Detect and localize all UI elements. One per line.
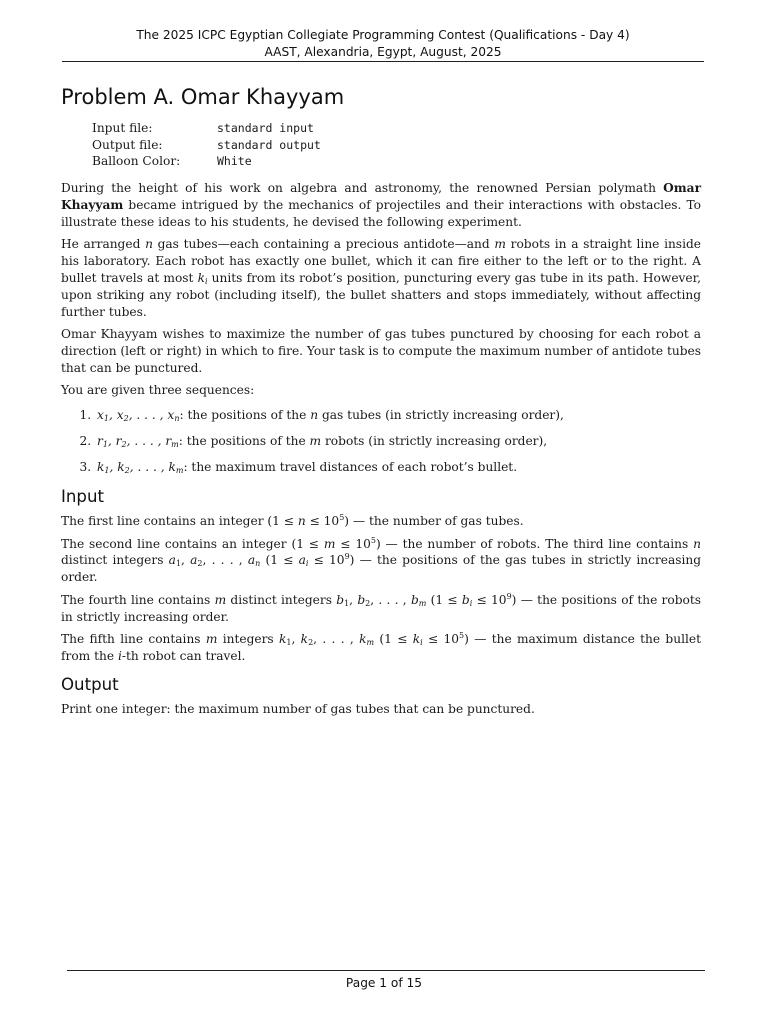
math-m-constraint: $(1 \le m \le 10^5)$ (291, 535, 381, 551)
input-file-label: Input file: (92, 121, 153, 136)
input-l4-text-c: — the maximum distance the bullet from the (61, 632, 701, 663)
balloon-color-value: White (217, 153, 252, 168)
list-item-1-text: : the positions of the (179, 408, 311, 423)
math-i: i (117, 648, 122, 663)
problem-title: Problem A. Omar Khayyam (61, 85, 345, 109)
output-file-label: Output file: (92, 137, 163, 152)
header-rule (62, 61, 704, 62)
math-m: m (494, 237, 506, 252)
header-contest-line: The 2025 ICPC Egyptian Collegiate Programming Contest (Qualifications - Day 4) (136, 28, 630, 42)
statement-paragraph-3: Omar Khayyam wishes to maximize the number of gas tubes punctured by choosing for each robot a direction (left or right) in which to fire. Your task is to compute the maximum number of antidote tubes that can be punctured. (61, 327, 701, 376)
statement-paragraph-2 (61, 236, 701, 321)
input-line-3 (61, 592, 701, 626)
input-l1-text: The first line contains an integer (61, 514, 268, 529)
input-line-1 (61, 513, 701, 530)
statement-paragraph-4: You are given three sequences: (61, 383, 255, 398)
input-l1-text-end: — the number of gas tubes. (349, 514, 524, 529)
p1-text: During the height of his work on algebra and astronomy, the renowned Persian polymath (61, 181, 664, 195)
list-item-2-text-end: robots (in strictly increasing order), (321, 434, 548, 449)
p2-text-d: units from its robot’s position, puncturing every gas tube in its path. However, upon striking any robot (including itself), the bullet shatters and stops immediately, without affecting further tubes. (61, 271, 701, 319)
math-a-seq: $a_1$, $a_2$, . . . , $a_n$ $(1 \le a_i \le 10^9)$ (168, 552, 355, 569)
header-location-line: AAST, Alexandria, Egypt, August, 2025 (264, 44, 502, 59)
input-l3-text-b: distinct integers (226, 592, 337, 607)
input-l2-text-d: — the positions of the gas tubes in strictly increasing order. (61, 553, 702, 585)
list-item (95, 433, 701, 450)
input-line-2 (61, 536, 701, 587)
problem-statement (61, 180, 701, 723)
input-l3-text-c: — the positions of the robots in strictly increasing order. (61, 592, 702, 624)
p2-text-c: robots in a straight line inside his laboratory. Each robot has exactly one bullet, which it can fire either to the left or to the right. A bullet travels at most (61, 237, 701, 286)
list-item (95, 459, 701, 476)
input-l4-text-a: The fifth line contains (61, 632, 206, 647)
input-heading: Input (61, 487, 104, 507)
list-item-3-text: : the maximum travel distances of each robot’s bullet. (183, 460, 518, 475)
input-line-4 (61, 631, 701, 665)
list-item-1-text-end: gas tubes (in strictly increasing order), (318, 408, 564, 423)
math-m: m (309, 434, 322, 449)
math-ki: $k_i$ (197, 271, 208, 287)
output-text: Print one integer: the maximum number of gas tubes that can be punctured. (61, 701, 535, 716)
output-file-value: standard output (217, 137, 321, 152)
input-l2-text-c: distinct integers (61, 553, 169, 568)
math-n: n (145, 237, 153, 252)
math-m: m (214, 592, 227, 607)
balloon-color-label: Balloon Color: (92, 153, 181, 168)
page-number: Page 1 of 15 (345, 976, 423, 990)
math-m: m (205, 632, 218, 647)
output-file-row (92, 136, 321, 152)
math-r-seq: $r_1$, $r_2$, . . . , $r_m$ (97, 434, 179, 450)
p1-bold-name: Omar Khayyam (61, 181, 701, 212)
p1-text-end: became intrigued by the mechanics of projectiles and their interactions with obstacles. To illustrate these ideas to his students, he devised the following experiment. (61, 197, 701, 229)
math-x-seq: $x_1$, $x_2$, . . . , $x_n$ (97, 408, 180, 424)
input-l3-text-a: The fourth line contains (61, 592, 215, 607)
list-item-2-text: : the positions of the (178, 434, 310, 449)
math-n-constraint: $(1 \le n \le 10^5)$ (267, 513, 350, 529)
math-n: n (310, 408, 319, 423)
page-header (62, 27, 704, 60)
statement-paragraph-1 (61, 180, 701, 231)
output-heading: Output (61, 674, 119, 694)
balloon-color-row (92, 153, 321, 169)
p2-text-a: He arranged (61, 237, 146, 252)
io-file-table (92, 120, 321, 169)
input-l4-text-d: -th robot can travel. (121, 648, 246, 663)
input-file-value: standard input (217, 121, 314, 136)
math-b-seq: $b_1$, $b_2$, . . . , $b_m$ $(1 \le b_i \le 10^9)$ (336, 591, 517, 608)
math-k-constraint: $k_1$, $k_2$, . . . , $k_m$ $(1 \le k_i \le 10^5)$ (279, 631, 469, 648)
input-l4-text-b: integers (217, 632, 279, 647)
input-l2-text-a: The second line contains an integer (61, 536, 292, 551)
footer-rule (67, 970, 705, 971)
list-item (95, 407, 701, 424)
math-k-seq: $k_1$, $k_2$, . . . , $k_m$ (97, 460, 184, 476)
input-l2-text-b: — the number of robots. The third line contains (380, 536, 694, 551)
sequence-list (61, 407, 701, 476)
input-file-row (92, 120, 321, 136)
p2-text-b: gas tubes—each containing a precious antidote—and (152, 237, 495, 252)
math-n: n (693, 536, 701, 551)
